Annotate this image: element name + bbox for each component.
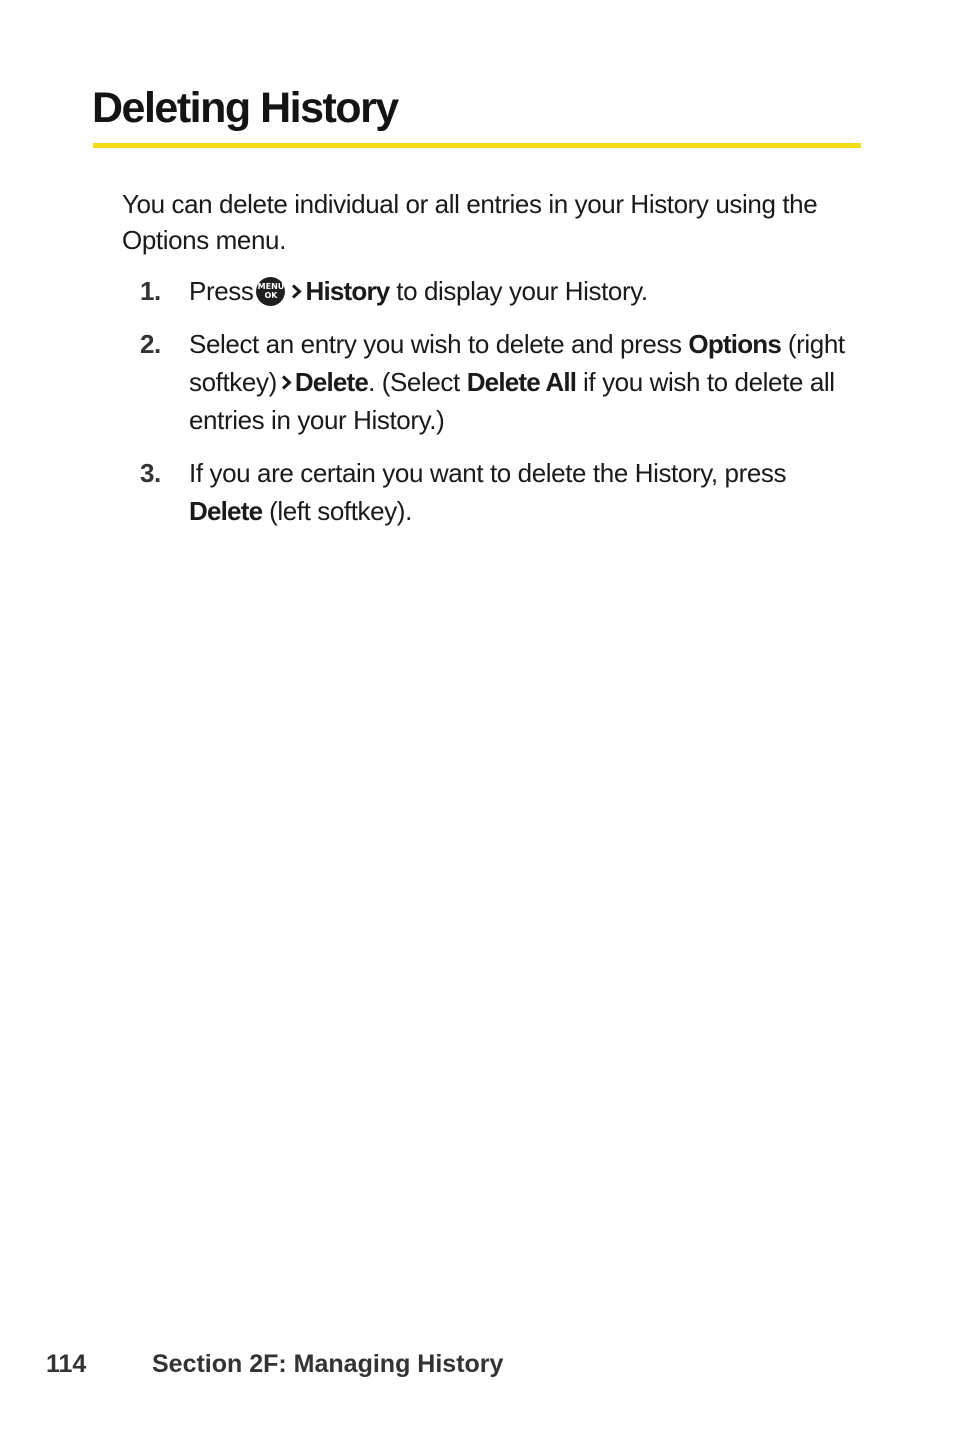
chevron-right-icon	[291, 284, 302, 299]
step-text-segment: . (Select	[368, 367, 460, 397]
step-text	[189, 325, 849, 439]
step-text	[189, 272, 849, 310]
page-title: Deleting History	[92, 84, 398, 132]
step-number: 1.	[140, 276, 161, 306]
step-number: 2.	[140, 329, 161, 359]
step-number: 3.	[140, 458, 161, 488]
menu-ok-key-icon	[256, 277, 285, 306]
chevron-right-icon	[281, 375, 292, 390]
step-text-segment: (left softkey).	[269, 496, 412, 526]
menu-item-delete-all: Delete All	[466, 367, 577, 397]
step-text	[189, 454, 849, 530]
page-footer	[46, 1350, 504, 1379]
title-underline-rule	[93, 143, 861, 148]
intro-paragraph: You can delete individual or all entries in your History using the Options menu.	[122, 189, 818, 255]
menu-item-delete: Delete	[294, 367, 369, 397]
step-text-segment: If you are certain you want to delete the History, press	[189, 458, 787, 488]
menu-key-sublabel: OK	[264, 290, 278, 300]
menu-key-label: MENU	[257, 281, 285, 291]
softkey-delete: Delete	[189, 496, 263, 526]
step-text-segment: if you wish to delete all entries in your History.)	[189, 367, 835, 435]
step-text-segment: Press	[189, 276, 254, 306]
page-number: 114	[46, 1350, 87, 1378]
softkey-options: Options	[688, 329, 782, 359]
menu-item-history: History	[305, 276, 390, 306]
step-text-segment: Select an entry you wish to delete and press	[189, 329, 682, 359]
step-text-segment: (right softkey)	[189, 329, 845, 397]
step-text-segment: to display your History.	[396, 276, 648, 306]
section-title: Section 2F: Managing History	[152, 1350, 504, 1378]
